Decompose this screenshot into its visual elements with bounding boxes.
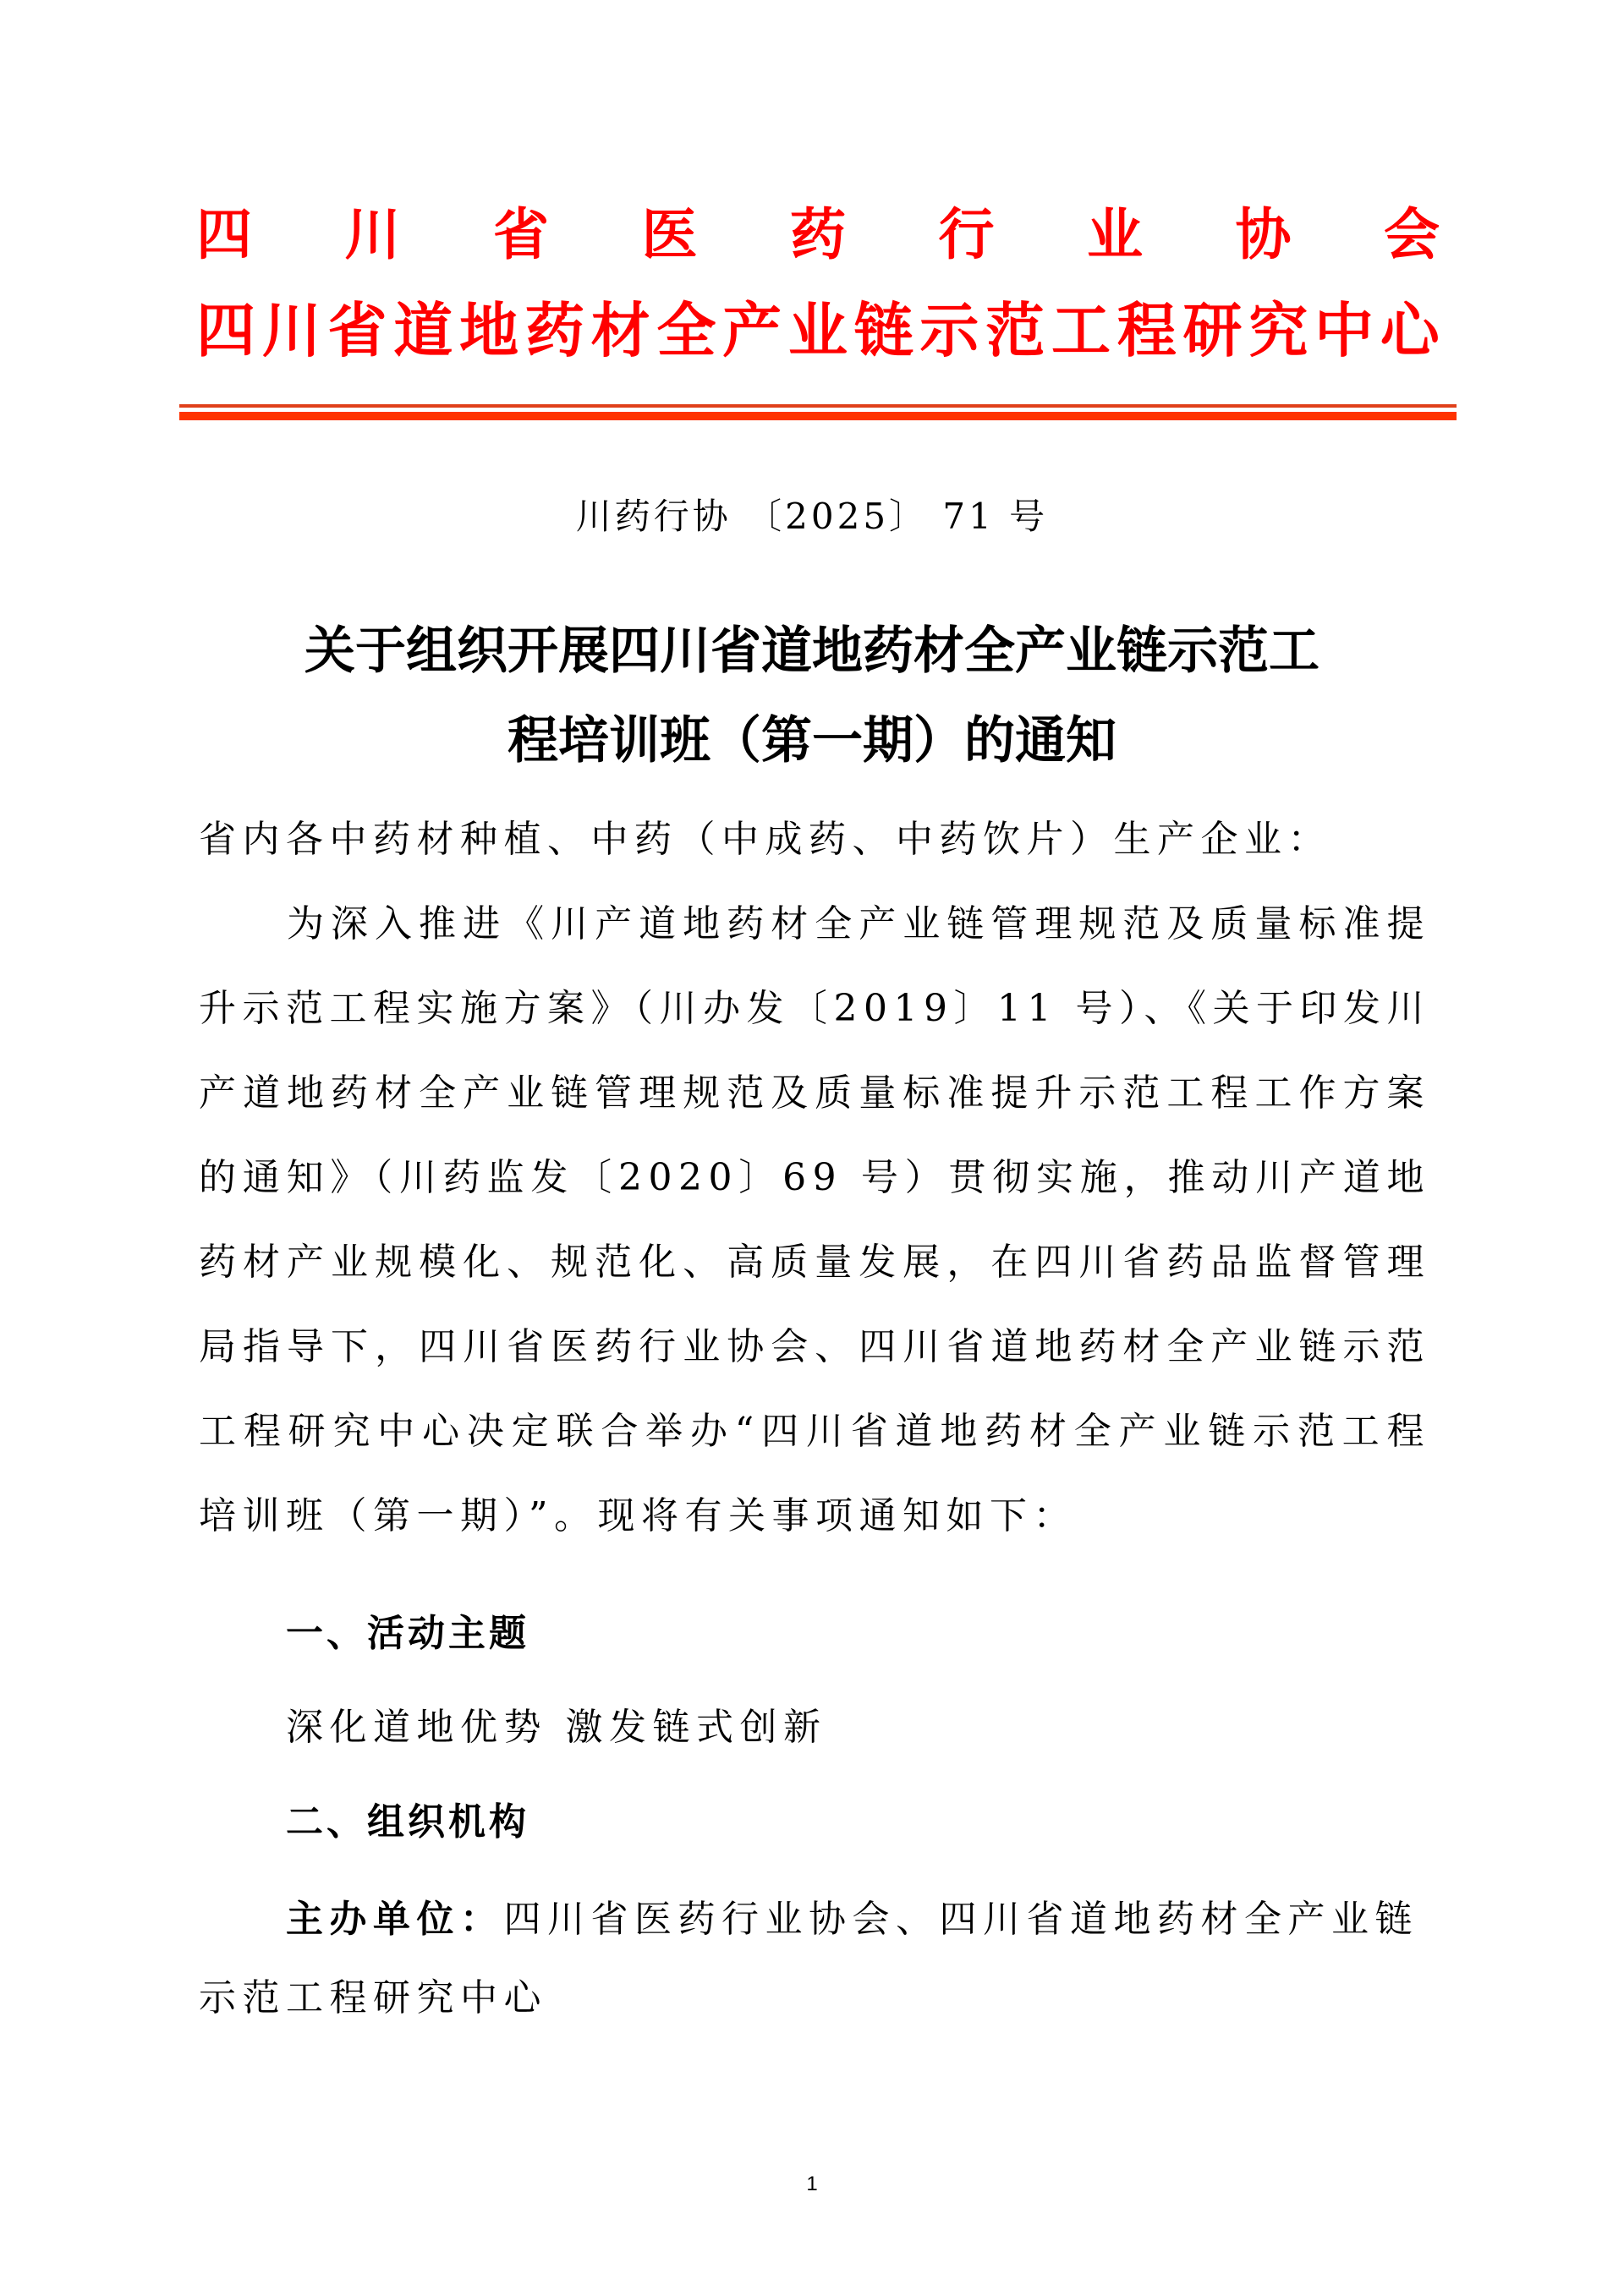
intro-paragraph: 为深入推进《川产道地药材全产业链管理规范及质量标准提升示范工程实施方案》（川办发〔2019〕11 号）、《关于印发川产道地药材全产业链管理规范及质量标准提升示范工程工作方案的通知》（川药监发〔2020〕69 号）贯彻实施，推动川产道地药材产业规模化、规范化、高质量发展，在四川省药品监督管理局指导下，四川省医药行业协会、四川省道地药材全产业链示范工程研究中心决定联合举办“四川省道地药材全产业链示范工程培训班（第一期）”。现将有关事项通知如下： — [199, 902, 1430, 1537]
letterhead-divider-thin — [179, 404, 1457, 408]
letterhead-char: 省 — [493, 201, 549, 267]
letterhead-org-2 — [196, 294, 1440, 367]
letterhead-char: 业 — [1087, 201, 1143, 267]
letterhead-char: 示 — [919, 295, 979, 365]
letterhead-char: 业 — [787, 295, 848, 365]
document-number: 川药行协 〔2025〕 71 号 — [575, 496, 1049, 537]
letterhead-char: 中 — [1314, 295, 1374, 365]
letterhead-char: 研 — [1182, 295, 1243, 365]
organizer-line-continued: 示范工程研究中心 — [199, 1976, 547, 2019]
letterhead-char: 药 — [790, 201, 846, 267]
letterhead-char: 川 — [344, 201, 401, 267]
letterhead-char: 医 — [641, 201, 698, 267]
letterhead-char: 材 — [590, 295, 650, 365]
document-title-line-1: 关于组织开展四川省道地药材全产业链示范工 — [304, 622, 1320, 681]
letterhead-char: 全 — [656, 295, 716, 365]
document-title-line-2: 程培训班（第一期）的通知 — [508, 711, 1116, 770]
letterhead-char: 四 — [196, 201, 252, 267]
letterhead-divider-thick — [179, 412, 1457, 420]
section-heading-organization: 二、组织机构 — [286, 1800, 529, 1844]
letterhead-char: 心 — [1380, 295, 1440, 365]
letterhead-org-1 — [196, 200, 1440, 269]
letterhead-char: 地 — [459, 295, 519, 365]
letterhead-char: 省 — [327, 295, 387, 365]
theme-content: 深化道地优势 激发链式创新 — [286, 1706, 827, 1749]
letterhead-char: 产 — [722, 295, 782, 365]
letterhead-char: 协 — [1235, 201, 1292, 267]
letterhead-char: 会 — [1384, 201, 1440, 267]
organizer-value: 四川省医药行业协会、四川省道地药材全产业链 — [503, 1898, 1418, 1941]
organizer-line — [286, 1877, 1418, 1962]
letterhead-char: 链 — [853, 295, 914, 365]
letterhead-char: 川 — [261, 295, 321, 365]
letterhead-char: 究 — [1248, 295, 1309, 365]
section-heading-theme: 一、活动主题 — [286, 1612, 529, 1655]
letterhead-char: 四 — [196, 295, 255, 365]
organizer-label: 主办单位： — [286, 1898, 504, 1941]
page-number: 1 — [806, 2173, 818, 2195]
letterhead-char: 程 — [1116, 295, 1177, 365]
letterhead-char: 道 — [393, 295, 453, 365]
letterhead-char: 药 — [524, 295, 584, 365]
salutation: 省内各中药材种植、中药（中成药、中药饮片）生产企业： — [199, 818, 1331, 861]
letterhead-char: 工 — [1051, 295, 1111, 365]
letterhead-char: 范 — [985, 295, 1045, 365]
letterhead-char: 行 — [938, 201, 995, 267]
